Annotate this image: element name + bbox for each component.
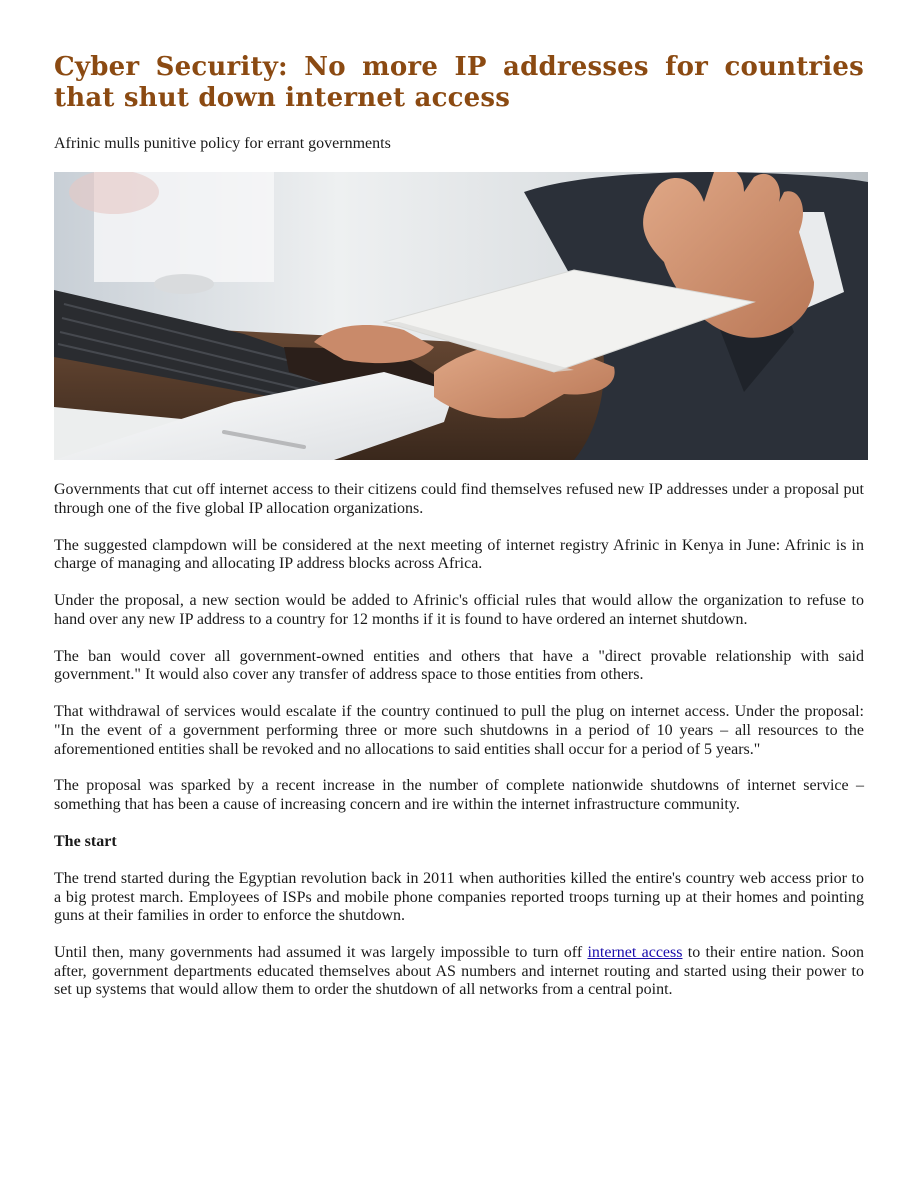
paragraph-text: Until then, many governments had assumed it was largely impossible to turn off <box>54 944 588 962</box>
paragraph: The proposal was sparked by a recent increase in the number of complete nationwide shutdowns of internet service – something that has been a cause of increasing concern and ire within the internet infrastructure community. <box>54 777 864 814</box>
article-subtitle: Afrinic mulls punitive policy for errant governments <box>54 135 391 152</box>
paragraph: Governments that cut off internet access to their citizens could find themselves refused new IP addresses under a proposal put through one of the five global IP allocation organizations. <box>54 481 864 517</box>
paragraph: The suggested clampdown will be considered at the next meeting of internet registry Afrinic in Kenya in June: Afrinic is in charge of managing and allocating IP address blocks across Africa. <box>54 536 864 573</box>
section-heading: The start <box>54 833 117 851</box>
paragraph-text: to their entire nation. Soon after, government departments educated themselves about AS numbers and internet routing and started using their power to set up systems that would allow them to order the shutdown of all networks from a central point. <box>54 944 865 999</box>
paragraph: That withdrawal of services would escalate if the country continued to pull the plug on internet access. Under the proposal: "In the event of a government performing three or more such shutdowns in a period of 10 years – all resources to the aforementioned entities shall be revoked and no allocations to said entities shall occur for a period of 5 years." <box>54 703 864 758</box>
hero-image <box>54 172 868 460</box>
paragraph: Under the proposal, a new section would be added to Afrinic's official rules that would allow the organization to refuse to hand over any new IP address to a country for 12 months if it is found to have ordered an internet shutdown. <box>54 592 864 628</box>
paragraph-with-link <box>54 944 864 1000</box>
article-title: Cyber Security: No more IP addresses for countries that shut down internet access <box>54 52 864 113</box>
article-body <box>54 481 864 1000</box>
article <box>54 52 864 1018</box>
paragraph: The trend started during the Egyptian revolution back in 2011 when authorities killed the entire's country web access prior to a big protest march. Employees of ISPs and mobile phone companies reported troops turning up at their homes and pointing guns at their families in order to enforce the shutdown. <box>54 870 864 925</box>
internet-access-link[interactable]: internet access <box>587 944 683 962</box>
paragraph: The ban would cover all government-owned entities and others that have a "direct provable relationship with said government." It would also cover any transfer of address space to those entities from others. <box>54 647 864 684</box>
